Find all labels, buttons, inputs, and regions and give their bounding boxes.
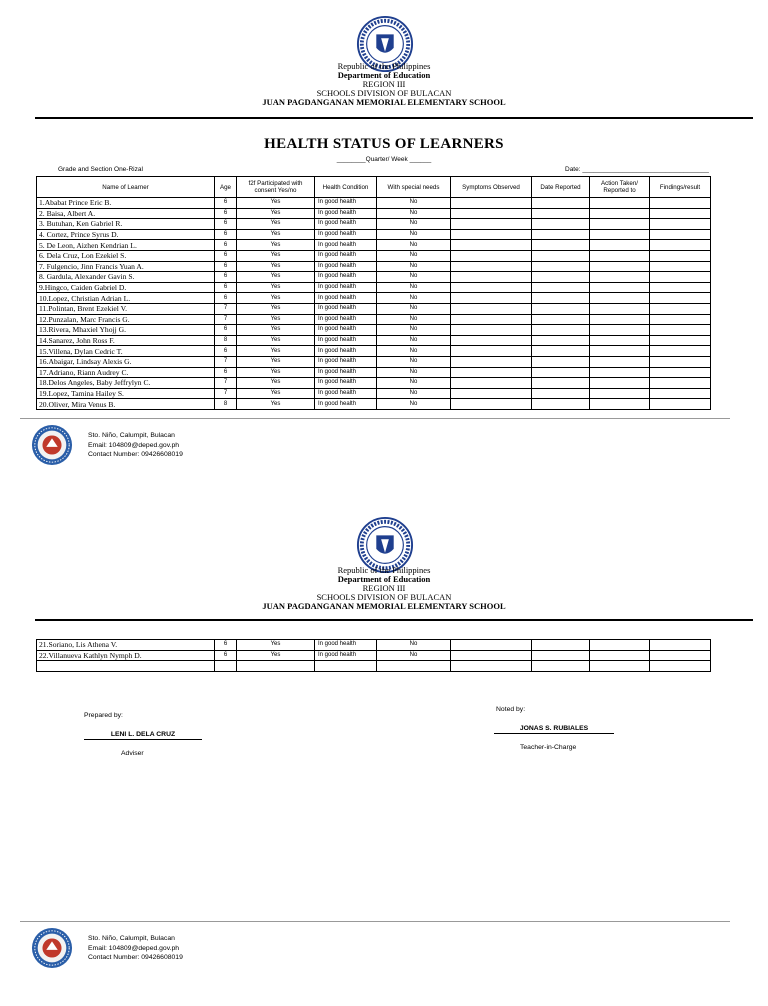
learner-findings xyxy=(650,229,711,240)
learner-findings xyxy=(650,219,711,230)
learner-special-needs: No xyxy=(377,314,451,325)
learner-health: In good health xyxy=(315,346,377,357)
prepared-by-name: LENI L. DELA CRUZ xyxy=(84,731,202,740)
contact-text: Contact Number: 09426608019 xyxy=(88,954,183,961)
learner-age: 7 xyxy=(215,303,237,314)
learner-action xyxy=(590,367,650,378)
learner-f2f: Yes xyxy=(237,346,315,357)
learner-f2f: Yes xyxy=(237,335,315,346)
learner-special-needs: No xyxy=(377,367,451,378)
learner-name: 22.Villanueva Kathlyn Nymph D. xyxy=(37,650,215,661)
learners-table-continued xyxy=(36,639,711,672)
learner-f2f: Yes xyxy=(237,261,315,272)
learner-age: 6 xyxy=(215,240,237,251)
learner-name: 4. Cortez, Prince Syrus D. xyxy=(37,229,215,240)
learner-symptoms xyxy=(451,346,532,357)
region-line: REGION III xyxy=(362,583,406,593)
learner-special-needs: No xyxy=(377,325,451,336)
learner-findings xyxy=(650,325,711,336)
learner-findings xyxy=(650,335,711,346)
learner-symptoms xyxy=(451,367,532,378)
table-row xyxy=(37,229,711,240)
table-row xyxy=(37,399,711,410)
learner-date-reported xyxy=(532,261,590,272)
header-divider xyxy=(35,619,753,621)
learner-name: 10.Lopez, Christian Adrian L. xyxy=(37,293,215,304)
address-text: Sto. Niño, Calumpit, Bulacan xyxy=(88,935,175,942)
learner-age xyxy=(215,661,237,672)
email-text: Email: 104809@deped.gov.ph xyxy=(88,441,180,449)
address-text: Sto. Niño, Calumpit, Bulacan xyxy=(88,432,175,439)
learner-special-needs: No xyxy=(377,293,451,304)
col-health: Health Condition xyxy=(315,177,377,198)
learner-age: 6 xyxy=(215,282,237,293)
learner-special-needs: No xyxy=(377,219,451,230)
table-row xyxy=(37,367,711,378)
learner-f2f: Yes xyxy=(237,282,315,293)
learner-health: In good health xyxy=(315,219,377,230)
school-logo-icon xyxy=(31,424,73,466)
learner-action xyxy=(590,399,650,410)
col-special: With special needs xyxy=(377,177,451,198)
learner-special-needs: No xyxy=(377,303,451,314)
noted-by-label: Noted by: xyxy=(496,706,526,713)
learner-special-needs: No xyxy=(377,378,451,389)
learner-symptoms xyxy=(451,388,532,399)
learners-table xyxy=(36,176,711,410)
table-row xyxy=(37,346,711,357)
learner-date-reported xyxy=(532,661,590,672)
table-row xyxy=(37,661,711,672)
table-row xyxy=(37,208,711,219)
learner-health: In good health xyxy=(315,282,377,293)
learner-symptoms xyxy=(451,335,532,346)
table-row xyxy=(37,388,711,399)
learner-symptoms xyxy=(451,650,532,661)
learner-symptoms xyxy=(451,272,532,283)
learner-health: In good health xyxy=(315,356,377,367)
table-row xyxy=(37,303,711,314)
learner-findings xyxy=(650,303,711,314)
learner-age: 6 xyxy=(215,229,237,240)
learner-health: In good health xyxy=(315,399,377,410)
department-line: Department of Education xyxy=(337,70,431,80)
learner-f2f: Yes xyxy=(237,198,315,209)
table-row xyxy=(37,325,711,336)
learner-age: 7 xyxy=(215,388,237,399)
school-line: JUAN PAGDANGANAN MEMORIAL ELEMENTARY SCHOOL xyxy=(262,97,506,107)
learner-f2f xyxy=(237,661,315,672)
learner-symptoms xyxy=(451,356,532,367)
learner-symptoms xyxy=(451,325,532,336)
learner-action xyxy=(590,229,650,240)
learner-name: 20.Oliver, Mira Venus B. xyxy=(37,399,215,410)
learner-symptoms xyxy=(451,261,532,272)
table-row xyxy=(37,314,711,325)
learner-name: 14.Sanarez, John Ross F. xyxy=(37,335,215,346)
learner-date-reported xyxy=(532,335,590,346)
learner-age: 7 xyxy=(215,378,237,389)
learner-health: In good health xyxy=(315,272,377,283)
learner-name: 12.Punzalan, Marc Francis G. xyxy=(37,314,215,325)
learner-special-needs xyxy=(377,661,451,672)
division-line: SCHOOLS DIVISION OF BULACAN xyxy=(316,592,452,602)
learner-findings xyxy=(650,293,711,304)
learner-f2f: Yes xyxy=(237,378,315,389)
learner-age: 6 xyxy=(215,650,237,661)
learner-action xyxy=(590,303,650,314)
learner-f2f: Yes xyxy=(237,272,315,283)
table-header-row xyxy=(37,177,711,198)
learner-f2f: Yes xyxy=(237,367,315,378)
school-logo-icon xyxy=(31,927,73,969)
learner-date-reported xyxy=(532,640,590,651)
learner-name: 3. Butuhan, Ken Gabriel R. xyxy=(37,219,215,230)
learner-f2f: Yes xyxy=(237,303,315,314)
prepared-by-label: Prepared by: xyxy=(84,712,123,719)
learner-action xyxy=(590,198,650,209)
learner-name: 6. Dela Cruz, Lon Ezekiel S. xyxy=(37,250,215,261)
learner-findings xyxy=(650,261,711,272)
learner-date-reported xyxy=(532,346,590,357)
header-divider xyxy=(35,117,753,119)
table-row xyxy=(37,335,711,346)
learner-date-reported xyxy=(532,240,590,251)
learner-action xyxy=(590,346,650,357)
learner-findings xyxy=(650,388,711,399)
learner-action xyxy=(590,261,650,272)
learner-age: 6 xyxy=(215,250,237,261)
learner-date-reported xyxy=(532,399,590,410)
learner-special-needs: No xyxy=(377,240,451,251)
learner-f2f: Yes xyxy=(237,640,315,651)
learner-name: 2. Baisa, Albert A. xyxy=(37,208,215,219)
learner-symptoms xyxy=(451,198,532,209)
learner-special-needs: No xyxy=(377,356,451,367)
learner-findings xyxy=(650,367,711,378)
learner-symptoms xyxy=(451,303,532,314)
region-line: REGION III xyxy=(362,79,406,89)
col-f2f: f2f Participated with consent Yes/no xyxy=(237,177,315,198)
learner-findings xyxy=(650,240,711,251)
table-row xyxy=(37,356,711,367)
col-date-reported: Date Reported xyxy=(532,177,590,198)
learner-date-reported xyxy=(532,272,590,283)
table-row xyxy=(37,198,711,209)
learner-name: 16.Abaigar, Lindsay Alexis G. xyxy=(37,356,215,367)
table-row xyxy=(37,240,711,251)
learner-date-reported xyxy=(532,325,590,336)
quarter-week: ________Quarter/ Week ______ xyxy=(336,156,432,163)
learner-age: 6 xyxy=(215,208,237,219)
learner-symptoms xyxy=(451,240,532,251)
learner-age: 6 xyxy=(215,198,237,209)
learner-name xyxy=(37,661,215,672)
learner-findings xyxy=(650,356,711,367)
learner-special-needs: No xyxy=(377,650,451,661)
learner-health: In good health xyxy=(315,208,377,219)
learner-age: 6 xyxy=(215,367,237,378)
learner-age: 7 xyxy=(215,356,237,367)
learner-special-needs: No xyxy=(377,399,451,410)
learner-f2f: Yes xyxy=(237,229,315,240)
table-row xyxy=(37,378,711,389)
learner-date-reported xyxy=(532,303,590,314)
learner-health: In good health xyxy=(315,650,377,661)
learner-age: 6 xyxy=(215,640,237,651)
table-row xyxy=(37,293,711,304)
learner-date-reported xyxy=(532,314,590,325)
learner-f2f: Yes xyxy=(237,208,315,219)
learner-f2f: Yes xyxy=(237,356,315,367)
learner-symptoms xyxy=(451,219,532,230)
learner-findings xyxy=(650,282,711,293)
table-row xyxy=(37,272,711,283)
learner-date-reported xyxy=(532,388,590,399)
learner-health xyxy=(315,661,377,672)
learner-action xyxy=(590,650,650,661)
learner-special-needs: No xyxy=(377,346,451,357)
learner-special-needs: No xyxy=(377,208,451,219)
learner-date-reported xyxy=(532,367,590,378)
learner-health: In good health xyxy=(315,240,377,251)
learner-date-reported xyxy=(532,250,590,261)
learner-f2f: Yes xyxy=(237,240,315,251)
learner-name: 15.Villena, Dylan Cedric T. xyxy=(37,346,215,357)
learner-date-reported xyxy=(532,293,590,304)
learner-age: 6 xyxy=(215,219,237,230)
republic-line: Republic of the Philippines xyxy=(337,565,431,575)
learner-findings xyxy=(650,272,711,283)
learner-health: In good health xyxy=(315,314,377,325)
learner-action xyxy=(590,325,650,336)
learner-health: In good health xyxy=(315,198,377,209)
learner-age: 6 xyxy=(215,293,237,304)
learner-action xyxy=(590,640,650,651)
learner-action xyxy=(590,272,650,283)
learner-date-reported xyxy=(532,198,590,209)
learner-date-reported xyxy=(532,650,590,661)
learner-date-reported xyxy=(532,219,590,230)
learner-symptoms xyxy=(451,399,532,410)
learner-health: In good health xyxy=(315,261,377,272)
letterhead xyxy=(0,62,768,107)
learner-name: 13.Rivera, Mhaxiel Yhojj G. xyxy=(37,325,215,336)
learner-action xyxy=(590,356,650,367)
email-text: Email: 104809@deped.gov.ph xyxy=(88,944,180,952)
learner-date-reported xyxy=(532,208,590,219)
grade-section: Grade and Section One-Rizal xyxy=(58,166,143,173)
col-action: Action Taken/ Reported to xyxy=(590,177,650,198)
learner-health: In good health xyxy=(315,250,377,261)
learner-findings xyxy=(650,640,711,651)
learner-age: 6 xyxy=(215,272,237,283)
learner-action xyxy=(590,335,650,346)
learner-name: 8. Gardula, Alexander Gavin S. xyxy=(37,272,215,283)
learner-health: In good health xyxy=(315,229,377,240)
learner-special-needs: No xyxy=(377,250,451,261)
learner-symptoms xyxy=(451,208,532,219)
school-contact xyxy=(88,431,183,460)
learner-name: 1.Ababat Prince Eric B. xyxy=(37,198,215,209)
learner-special-needs: No xyxy=(377,261,451,272)
learner-findings xyxy=(650,650,711,661)
learner-f2f: Yes xyxy=(237,650,315,661)
prepared-by-role: Adviser xyxy=(121,750,144,757)
table-row xyxy=(37,650,711,661)
learner-action xyxy=(590,661,650,672)
learner-special-needs: No xyxy=(377,272,451,283)
learner-action xyxy=(590,240,650,251)
table-row xyxy=(37,250,711,261)
learner-f2f: Yes xyxy=(237,293,315,304)
learner-health: In good health xyxy=(315,293,377,304)
learner-f2f: Yes xyxy=(237,250,315,261)
learner-name: 18.Delos Angeles, Baby Jeffrylyn C. xyxy=(37,378,215,389)
learner-name: 7. Fulgencio, Jinn Francis Yuan A. xyxy=(37,261,215,272)
learner-special-needs: No xyxy=(377,335,451,346)
learner-findings xyxy=(650,399,711,410)
learner-health: In good health xyxy=(315,335,377,346)
footer-divider xyxy=(20,418,730,419)
learner-age: 6 xyxy=(215,261,237,272)
contact-text: Contact Number: 09426608019 xyxy=(88,451,183,458)
learner-health: In good health xyxy=(315,325,377,336)
col-symptoms: Symptoms Observed xyxy=(451,177,532,198)
learner-special-needs: No xyxy=(377,198,451,209)
learner-action xyxy=(590,219,650,230)
learner-age: 8 xyxy=(215,399,237,410)
learner-name: 11.Polintan, Brent Ezekiel V. xyxy=(37,303,215,314)
learner-findings xyxy=(650,314,711,325)
learner-date-reported xyxy=(532,378,590,389)
col-age: Age xyxy=(215,177,237,198)
col-name: Name of Learner xyxy=(37,177,215,198)
learner-f2f: Yes xyxy=(237,219,315,230)
table-row xyxy=(37,219,711,230)
learner-action xyxy=(590,282,650,293)
school-line: JUAN PAGDANGANAN MEMORIAL ELEMENTARY SCHOOL xyxy=(262,601,506,611)
learner-findings xyxy=(650,198,711,209)
learner-symptoms xyxy=(451,640,532,651)
learner-action xyxy=(590,378,650,389)
table-row xyxy=(37,261,711,272)
learner-name: 17.Adriano, Riann Audrey C. xyxy=(37,367,215,378)
learner-name: 9.Hingco, Caiden Gabriel D. xyxy=(37,282,215,293)
learner-f2f: Yes xyxy=(237,399,315,410)
learner-findings xyxy=(650,250,711,261)
learner-symptoms xyxy=(451,314,532,325)
learner-age: 8 xyxy=(215,335,237,346)
learner-health: In good health xyxy=(315,388,377,399)
learner-findings xyxy=(650,378,711,389)
learner-special-needs: No xyxy=(377,282,451,293)
learner-findings xyxy=(650,208,711,219)
learner-special-needs: No xyxy=(377,229,451,240)
learner-name: 21.Soriano, Lis Athena V. xyxy=(37,640,215,651)
table-row xyxy=(37,640,711,651)
learner-symptoms xyxy=(451,293,532,304)
learner-findings xyxy=(650,661,711,672)
learner-health: In good health xyxy=(315,367,377,378)
learner-special-needs: No xyxy=(377,388,451,399)
learner-f2f: Yes xyxy=(237,325,315,336)
col-findings: Findings/result xyxy=(650,177,711,198)
footer-divider xyxy=(20,921,730,922)
division-line: SCHOOLS DIVISION OF BULACAN xyxy=(316,88,452,98)
republic-line: Republic of the Philippines xyxy=(337,61,431,71)
learner-date-reported xyxy=(532,229,590,240)
department-line: Department of Education xyxy=(337,574,431,584)
page-title: HEALTH STATUS OF LEARNERS xyxy=(264,136,504,152)
table-row xyxy=(37,282,711,293)
learner-health: In good health xyxy=(315,640,377,651)
learner-name: 19.Lopez, Tamina Hailey S. xyxy=(37,388,215,399)
learner-symptoms xyxy=(451,229,532,240)
learner-health: In good health xyxy=(315,303,377,314)
noted-by-name: JONAS S. RUBIALES xyxy=(494,725,614,734)
school-contact xyxy=(88,934,183,963)
learner-symptoms xyxy=(451,378,532,389)
learner-symptoms xyxy=(451,250,532,261)
learner-special-needs: No xyxy=(377,640,451,651)
learner-date-reported xyxy=(532,356,590,367)
learner-f2f: Yes xyxy=(237,388,315,399)
learner-date-reported xyxy=(532,282,590,293)
learner-action xyxy=(590,293,650,304)
letterhead-page2 xyxy=(0,566,768,611)
learner-age: 7 xyxy=(215,314,237,325)
learner-action xyxy=(590,250,650,261)
date-field: Date: ___________________________________ xyxy=(565,166,709,173)
learner-action xyxy=(590,388,650,399)
learner-symptoms xyxy=(451,661,532,672)
learner-name: 5. De Leon, Aizhen Kendrian L. xyxy=(37,240,215,251)
learner-age: 6 xyxy=(215,346,237,357)
learner-findings xyxy=(650,346,711,357)
learner-action xyxy=(590,208,650,219)
learner-health: In good health xyxy=(315,378,377,389)
learner-f2f: Yes xyxy=(237,314,315,325)
noted-by-role: Teacher-in-Charge xyxy=(520,744,577,751)
learner-symptoms xyxy=(451,282,532,293)
learner-action xyxy=(590,314,650,325)
learner-age: 6 xyxy=(215,325,237,336)
